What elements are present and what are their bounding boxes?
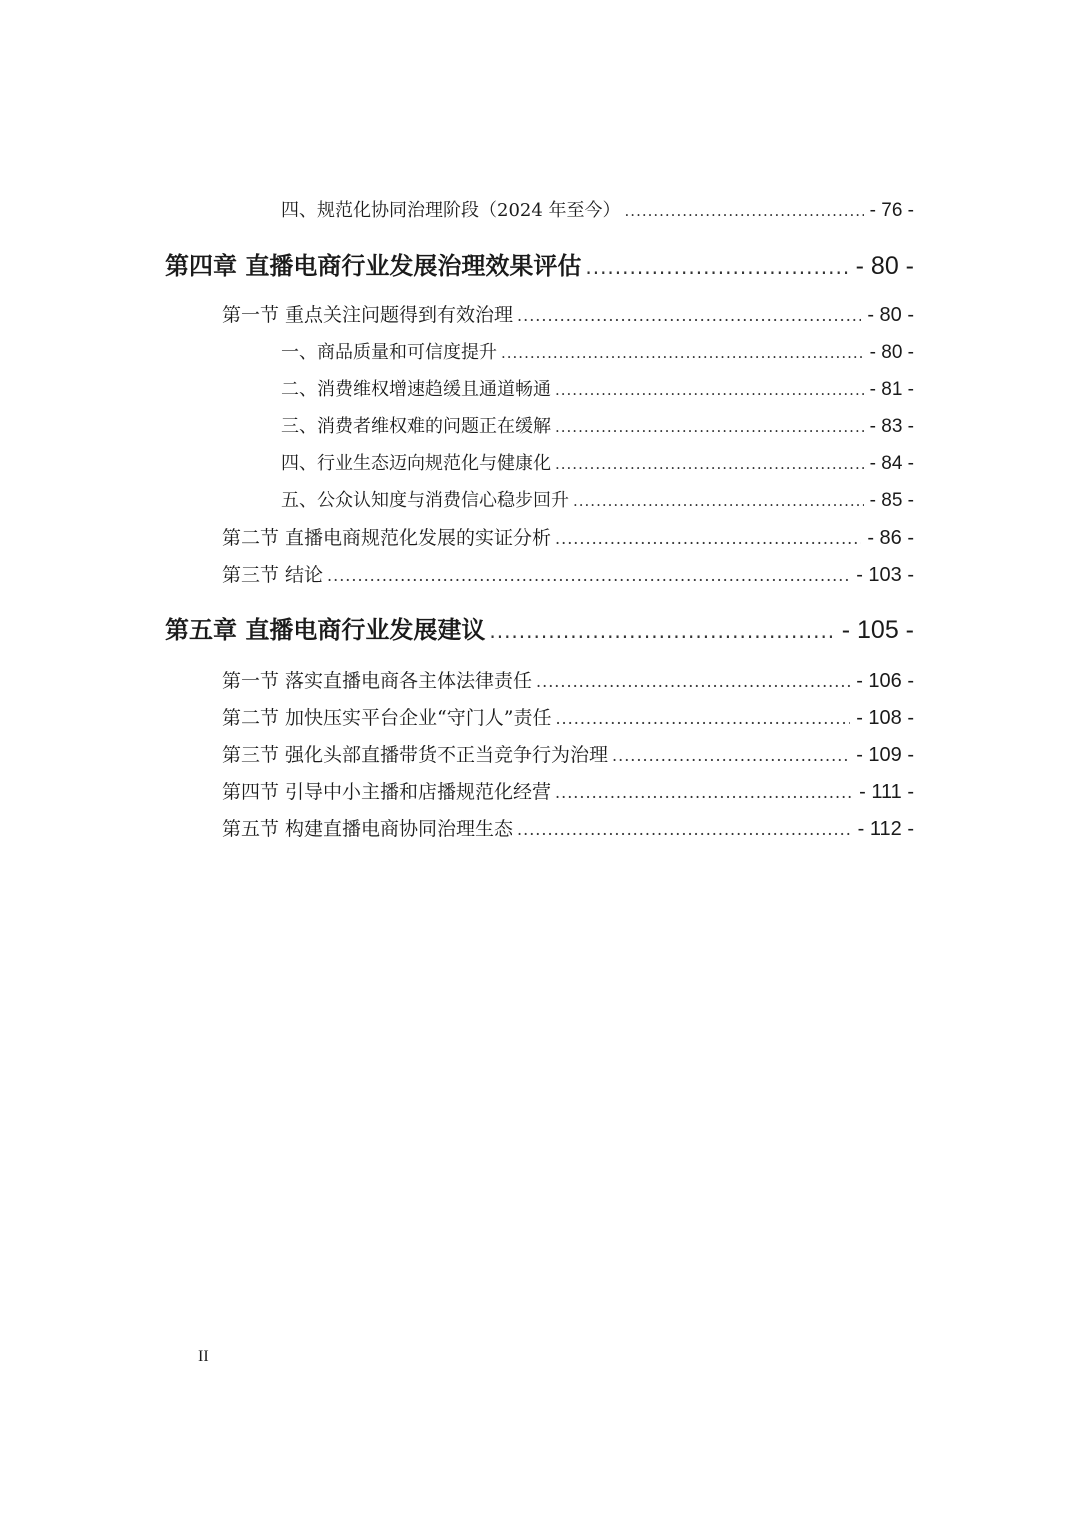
- toc-section[interactable]: [222, 300, 914, 330]
- dot-leader: [555, 529, 861, 548]
- toc-entry[interactable]: [281, 412, 914, 440]
- toc-entry-page: - 80 -: [869, 342, 914, 363]
- toc-entry-title: 二、消费维权增速趋缓且通道畅通: [281, 379, 551, 400]
- dot-leader: [501, 344, 864, 362]
- toc-section-page: - 112 -: [857, 818, 914, 840]
- dot-leader: [536, 672, 850, 691]
- toc-entry[interactable]: [281, 449, 914, 477]
- toc-entry[interactable]: [281, 338, 914, 366]
- dot-leader: [517, 820, 852, 839]
- toc-section[interactable]: [222, 666, 914, 696]
- toc-entry[interactable]: [281, 375, 914, 403]
- toc-entry-page: - 76 -: [869, 200, 914, 221]
- dot-leader: [555, 709, 850, 728]
- toc-section-page: - 108 -: [856, 707, 914, 729]
- toc-section[interactable]: [222, 814, 914, 844]
- toc-section[interactable]: [222, 740, 914, 770]
- toc-chapter[interactable]: [165, 246, 914, 286]
- toc-section[interactable]: [222, 560, 914, 590]
- dot-leader: [555, 455, 864, 473]
- toc-section[interactable]: [222, 703, 914, 733]
- toc-section[interactable]: [222, 523, 914, 553]
- dot-leader: [585, 255, 849, 279]
- dot-leader: [625, 202, 864, 220]
- toc-section-title: 第一节 落实直播电商各主体法律责任: [222, 670, 533, 692]
- page-number: II: [198, 1348, 209, 1365]
- toc-section-title: 第五节 构建直播电商协同治理生态: [222, 818, 514, 840]
- dot-leader: [555, 381, 864, 399]
- dot-leader: [555, 783, 853, 802]
- toc-section-title: 第四节 引导中小主播和店播规范化经营: [222, 781, 552, 803]
- toc-section-page: - 106 -: [856, 670, 914, 692]
- dot-leader: [517, 306, 861, 325]
- toc-entry-title: 四、规范化协同治理阶段（2024 年至今）: [281, 200, 621, 221]
- toc-entry-title: 四、行业生态迈向规范化与健康化: [281, 453, 551, 474]
- toc-entry-page: - 85 -: [869, 490, 914, 511]
- toc-section-title: 第三节 结论: [222, 564, 324, 586]
- toc-section-page: - 111 -: [859, 781, 914, 803]
- toc-entry[interactable]: [281, 196, 914, 224]
- toc-entry-title: 五、公众认知度与消费信心稳步回升: [281, 490, 569, 511]
- toc-entry-title: 三、消费者维权难的问题正在缓解: [281, 416, 551, 437]
- toc-section-title: 第三节 强化头部直播带货不正当竞争行为治理: [222, 744, 609, 766]
- toc-section-page: - 109 -: [856, 744, 914, 766]
- dot-leader: [573, 492, 864, 510]
- toc-chapter-title: 第五章 直播电商行业发展建议: [165, 616, 486, 644]
- toc-section-page: - 86 -: [867, 527, 914, 549]
- toc-entry-page: - 83 -: [869, 416, 914, 437]
- toc-section-title: 第一节 重点关注问题得到有效治理: [222, 304, 514, 326]
- toc-entry[interactable]: [281, 486, 914, 514]
- toc-chapter-page: - 80 -: [855, 252, 914, 280]
- toc-entry-title: 一、商品质量和可信度提升: [281, 342, 497, 363]
- toc-chapter-page: - 105 -: [841, 616, 914, 644]
- toc-chapter-title: 第四章 直播电商行业发展治理效果评估: [165, 252, 582, 280]
- toc-entry-page: - 81 -: [869, 379, 914, 400]
- toc-entry-page: - 84 -: [869, 453, 914, 474]
- dot-leader: [489, 619, 835, 643]
- toc-chapter[interactable]: [165, 610, 914, 650]
- dot-leader: [555, 418, 864, 436]
- toc-section-page: - 80 -: [867, 304, 914, 326]
- dot-leader: [327, 566, 850, 585]
- toc-section-title: 第二节 直播电商规范化发展的实证分析: [222, 527, 552, 549]
- toc-section-page: - 103 -: [856, 564, 914, 586]
- toc-section-title: 第二节 加快压实平台企业“守门人”责任: [222, 707, 552, 729]
- dot-leader: [612, 746, 850, 765]
- toc-section[interactable]: [222, 777, 914, 807]
